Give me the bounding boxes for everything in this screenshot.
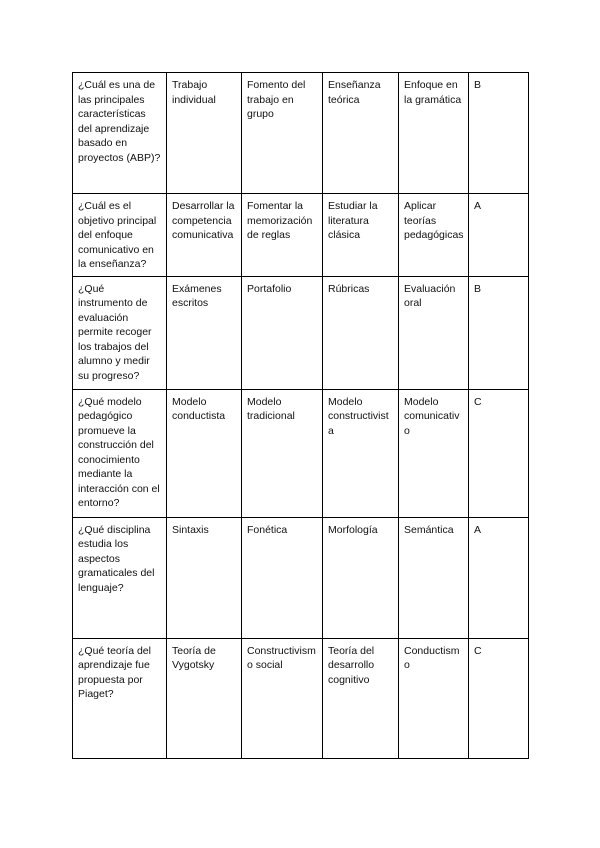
option-b-cell: Fomentar la memorización de reglas [242, 194, 323, 277]
question-cell: ¿Cuál es una de las principales características del aprendizaje basado en proyectos (ABP)? [73, 73, 167, 194]
answer-cell: C [469, 638, 529, 758]
table-row [73, 389, 529, 517]
table-row [73, 517, 529, 638]
option-c-cell: Modelo constructivista [323, 389, 399, 517]
table-row [73, 638, 529, 758]
option-b-cell: Fomento del trabajo en grupo [242, 73, 323, 194]
option-c-cell: Estudiar la literatura clásica [323, 194, 399, 277]
option-d-cell: Evaluación oral [399, 276, 469, 389]
answer-cell: A [469, 194, 529, 277]
answer-cell: C [469, 389, 529, 517]
option-d-cell: Conductismo [399, 638, 469, 758]
question-cell: ¿Qué teoría del aprendizaje fue propuesta por Piaget? [73, 638, 167, 758]
question-cell: ¿Qué modelo pedagógico promueve la construcción del conocimiento mediante la interacción con el entorno? [73, 389, 167, 517]
option-a-cell: Teoría de Vygotsky [167, 638, 242, 758]
option-a-cell: Exámenes escritos [167, 276, 242, 389]
option-a-cell: Desarrollar la competencia comunicativa [167, 194, 242, 277]
option-b-cell: Modelo tradicional [242, 389, 323, 517]
question-cell: ¿Cuál es el objetivo principal del enfoque comunicativo en la enseñanza? [73, 194, 167, 277]
option-d-cell: Semántica [399, 517, 469, 638]
answer-cell: B [469, 73, 529, 194]
option-b-cell: Portafolio [242, 276, 323, 389]
option-a-cell: Trabajo individual [167, 73, 242, 194]
question-cell: ¿Qué instrumento de evaluación permite recoger los trabajos del alumno y medir su progreso? [73, 276, 167, 389]
option-d-cell: Modelo comunicativo [399, 389, 469, 517]
table-row [73, 73, 529, 194]
option-c-cell: Morfología [323, 517, 399, 638]
answer-cell: A [469, 517, 529, 638]
table-row [73, 276, 529, 389]
option-d-cell: Aplicar teorías pedagógicas [399, 194, 469, 277]
answer-cell: B [469, 276, 529, 389]
option-b-cell: Constructivismo social [242, 638, 323, 758]
option-a-cell: Sintaxis [167, 517, 242, 638]
question-cell: ¿Qué disciplina estudia los aspectos gramaticales del lenguaje? [73, 517, 167, 638]
option-a-cell: Modelo conductista [167, 389, 242, 517]
option-c-cell: Rúbricas [323, 276, 399, 389]
option-b-cell: Fonética [242, 517, 323, 638]
option-c-cell: Teoría del desarrollo cognitivo [323, 638, 399, 758]
option-c-cell: Enseñanza teórica [323, 73, 399, 194]
option-d-cell: Enfoque en la gramática [399, 73, 469, 194]
table-row [73, 194, 529, 277]
quiz-table [72, 72, 529, 759]
